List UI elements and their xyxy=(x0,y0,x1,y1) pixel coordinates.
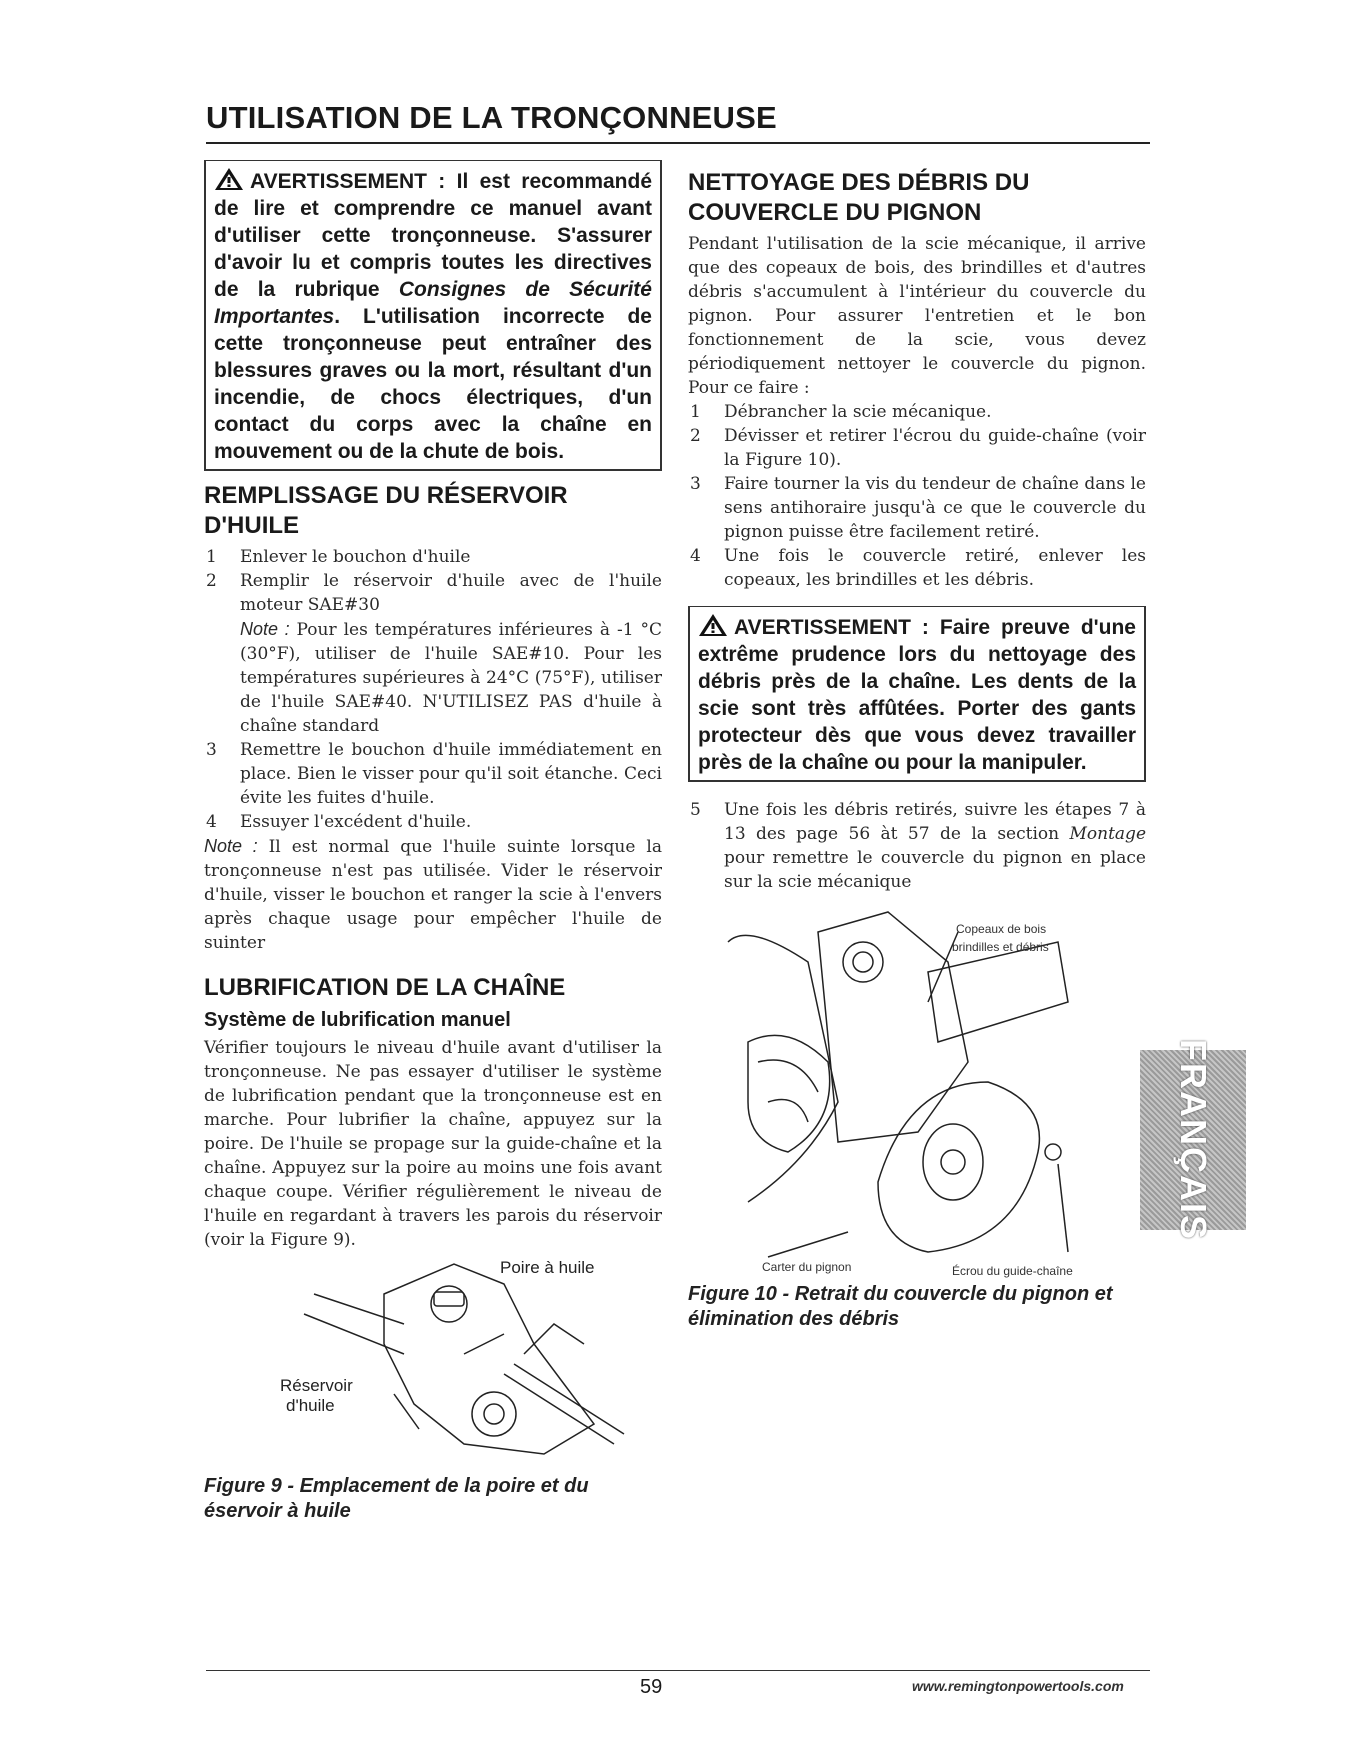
label-sprocket-cover: Carter du pignon xyxy=(762,1260,852,1274)
subheading-manual-lubrication: Système de lubrification manuel xyxy=(204,1009,511,1031)
cleaning-intro: Pendant l'utilisation de la scie mécanique, il arrive que des copeaux de bois, des brindilles et d'autres débris s'accumulent à l'intérieur du couvercle du pignon. Pour assurer l'entretien et le bon fonctionnement de la scie, vous devez périodiquement nettoyer le couvercle du pignon. Pour ce faire : xyxy=(688,234,1146,398)
warning-triangle-icon xyxy=(698,613,728,637)
label-debris-1: Copeaux de bois xyxy=(956,922,1047,936)
warning-text-italic: Consignes de Sécurité Importantes xyxy=(214,278,652,328)
step-note: Note : Pour les températures inférieures à -1 °C (30°F), utiliser de l'huile SAE#10. Pour les températures supérieures à 24°C (75°F), utiliser de l'huile SAE#40. N'UTILISEZ PAS d'huile à chaîne standard xyxy=(240,619,662,736)
cleaning-steps xyxy=(688,400,1146,592)
warning-text-1: AVERTISSEMENT : Il est recommandé de lire et comprendre ce manuel avant d'utiliser cette tronçonneuse. S'assurer d'avoir lu et compris toutes les directives de la rubrique xyxy=(214,170,652,301)
list-item: 1 Enlever le bouchon d'huile xyxy=(206,547,471,567)
label-oil-tank-2: d'huile xyxy=(286,1396,335,1415)
heading-chain-lubrication: LUBRIFICATION DE LA CHAÎNE xyxy=(204,974,566,1001)
list-item: 2 Remplir le réservoir d'huile avec de l'huile moteur SAE#30 Note : Pour les températures inférieures à -1 °C (30°F), utiliser de l'huile SAE#10. Pour les températures supérieures à 24°C (75°F), utiliser de l'huile SAE#40. N'UTILISEZ PAS d'huile à chaîne standard xyxy=(206,571,662,736)
sprocket-cover-illustration xyxy=(688,902,1146,1282)
list-item: 2 Dévisser et retirer l'écrou du guide-chaîne (voir la Figure 10). xyxy=(690,426,1146,470)
list-item: 4 Une fois le couvercle retiré, enlever les copeaux, les brindilles et les débris. xyxy=(690,546,1146,590)
label-oil-bulb: Poire à huile xyxy=(500,1258,595,1277)
side-tab-label: FRANÇAIS xyxy=(1173,1039,1214,1241)
warning-box-manual xyxy=(204,160,662,471)
label-oil-tank-1: Réservoir xyxy=(280,1376,353,1395)
title-rule xyxy=(206,142,1150,144)
figure-9-caption: Figure 9 - Emplacement de la poire et du éservoir à huile xyxy=(204,1475,589,1522)
page-number: 59 xyxy=(640,1676,663,1698)
oil-steps xyxy=(204,545,662,834)
warning-triangle-icon xyxy=(214,167,244,191)
warning-text: AVERTISSEMENT : Faire preuve d'une extrême prudence lors du nettoyage des débris près de la chaîne. Les dents de la scie sont très affûtées. Porter des gants protecteur dès que vous devez travailler près de la chaîne ou pour la manipuler. xyxy=(698,616,1136,774)
figure-9 xyxy=(204,1254,662,1474)
label-guide-nut: Écrou du guide-chaîne xyxy=(952,1264,1073,1278)
left-column xyxy=(204,160,662,1524)
footer-rule xyxy=(206,1670,1150,1671)
figure-10 xyxy=(688,902,1146,1282)
list-item: 3 Faire tourner la vis du tendeur de chaîne dans le sens antihoraire jusqu'à ce que le couvercle du pignon puisse être facilement retiré. xyxy=(690,474,1146,542)
footer-url: www.remingtonpowertools.com xyxy=(912,1678,1124,1694)
list-item: 1 Débrancher la scie mécanique. xyxy=(690,402,992,422)
list-item: 4 Essuyer l'excédent d'huile. xyxy=(206,812,472,832)
list-item: 3 Remettre le bouchon d'huile immédiatement en place. Bien le visser pour qu'il soit étanche. Ceci évite les fuites d'huile. xyxy=(206,740,662,808)
cleaning-step-5 xyxy=(688,798,1146,894)
list-item: 5 Une fois les débris retirés, suivre les étapes 7 à 13 des page 56 àt 57 de la section Montage pour remettre le couvercle du pignon en place sur la scie mécanique xyxy=(690,800,1146,892)
figure-10-caption: Figure 10 - Retrait du couvercle du pignon et élimination des débris xyxy=(688,1283,1113,1330)
oil-note: Note : Il est normal que l'huile suinte lorsque la tronçonneuse n'est pas utilisée. Vider le réservoir d'huile, visser le bouchon et ranger la scie à l'envers après chaque usage pour empêcher l'huile de suinter xyxy=(204,836,662,953)
language-side-tab xyxy=(1140,1039,1246,1241)
oil-bulb-illustration xyxy=(204,1254,662,1474)
heading-oil-reservoir: REMPLISSAGE DU RÉSERVOIR D'HUILE xyxy=(204,482,568,539)
warning-box-chain xyxy=(688,606,1146,782)
heading-sprocket-cleaning: NETTOYAGE DES DÉBRIS DU COUVERCLE DU PIGNON xyxy=(688,169,1030,226)
lubrication-body: Vérifier toujours le niveau d'huile avant d'utiliser la tronçonneuse. Ne pas essayer d'utiliser le système de lubrification pendant que la tronçonneuse est en marche. Pour lubrifier la chaîne, appuyez sur la poire. De l'huile se propage sur la guide-chaîne et la chaîne. Appuyez sur la poire au moins une fois avant chaque coupe. Vérifier régulièrement le niveau de l'huile en regardant à travers les parois du réservoir (voir la Figure 9). xyxy=(204,1038,662,1250)
page-title: UTILISATION DE LA TRONÇONNEUSE xyxy=(206,100,777,135)
right-column xyxy=(688,160,1146,1332)
warning-text-2: . L'utilisation incorrecte de cette tronçonneuse peut entraîner des blessures graves ou la mort, résultant d'un incendie, de chocs électriques, d'un contact du corps avec la chaîne en mouvement ou de la chute de bois. xyxy=(214,305,652,463)
label-debris-2: brindilles et débris xyxy=(952,940,1049,954)
